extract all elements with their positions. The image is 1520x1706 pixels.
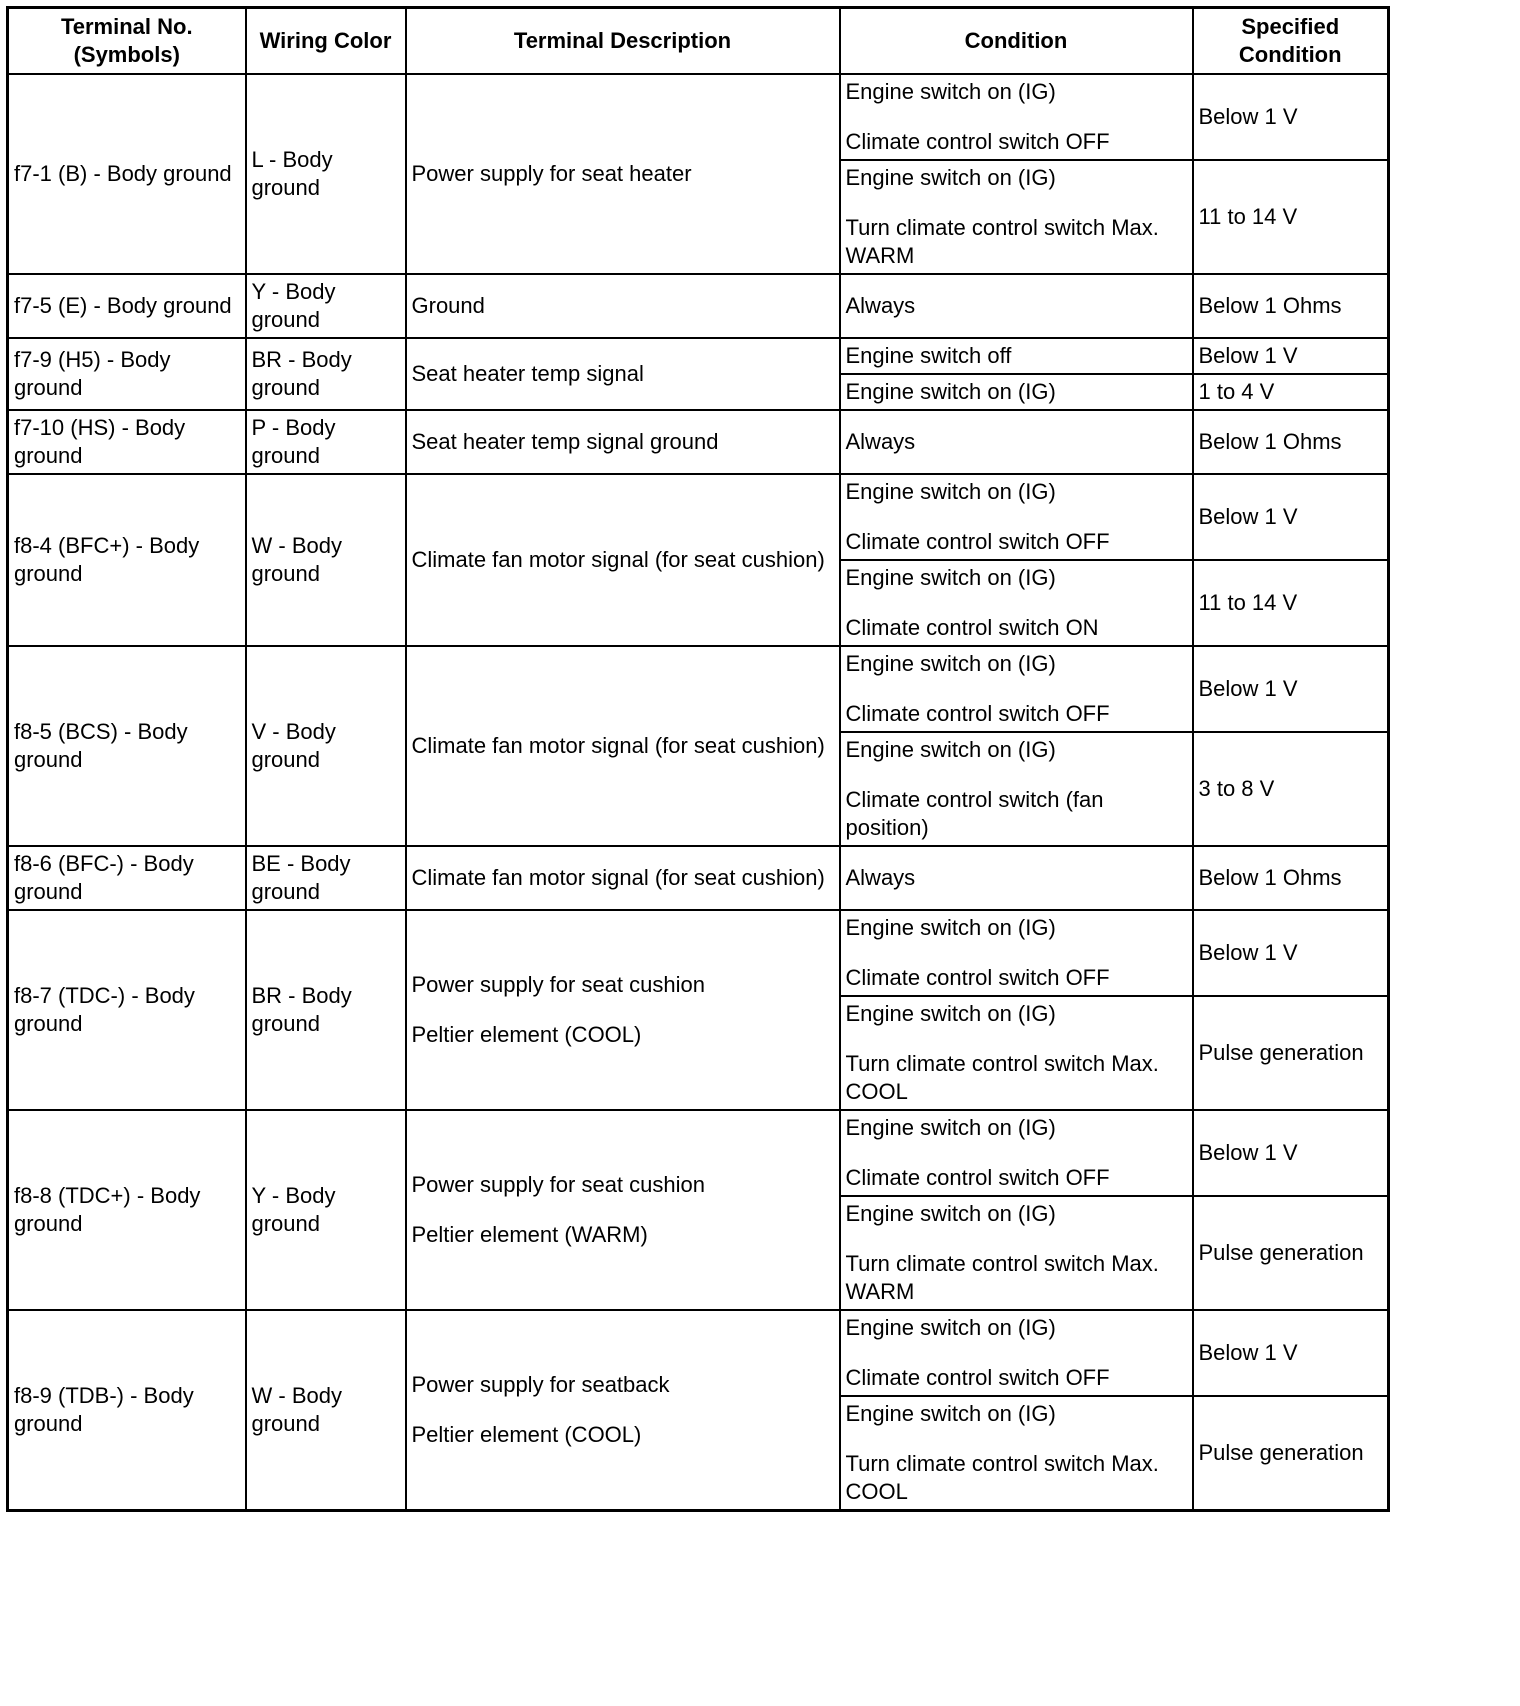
condition-line: Climate control switch OFF [845, 701, 1110, 726]
condition-cell [840, 338, 1193, 374]
condition-line: Engine switch on (IG) [845, 651, 1056, 676]
description-cell [406, 410, 840, 474]
wiring-color-cell: L - Body ground [246, 74, 406, 274]
condition-line: Engine switch on (IG) [845, 479, 1056, 504]
terminal-cell: f7-5 (E) - Body ground [8, 274, 246, 338]
table-row [8, 1110, 1389, 1196]
description-cell [406, 338, 840, 410]
specified-condition-cell: 1 to 4 V [1193, 374, 1389, 410]
wiring-color-cell: V - Body ground [246, 646, 406, 846]
specified-condition-cell: Pulse generation [1193, 1196, 1389, 1310]
specified-condition-cell: Below 1 Ohms [1193, 846, 1389, 910]
condition-line: Engine switch on (IG) [845, 379, 1056, 404]
description-line: Power supply for seat cushion [411, 1172, 705, 1197]
terminal-cell: f8-7 (TDC-) - Body ground [8, 910, 246, 1110]
table-row [8, 910, 1389, 996]
condition-line: Engine switch off [845, 343, 1012, 368]
description-line: Peltier element (COOL) [411, 1422, 642, 1447]
terminal-spec-table [6, 6, 1390, 1512]
table-row [8, 410, 1389, 474]
condition-cell [840, 410, 1193, 474]
condition-line: Engine switch on (IG) [845, 1201, 1056, 1226]
condition-line: Engine switch on (IG) [845, 1401, 1056, 1426]
terminal-cell: f8-8 (TDC+) - Body ground [8, 1110, 246, 1310]
wiring-color-cell: BR - Body ground [246, 338, 406, 410]
header-terminal: Terminal No. (Symbols) [8, 8, 246, 75]
description-line: Peltier element (WARM) [411, 1222, 648, 1247]
condition-line: Turn climate control switch Max. WARM [845, 1251, 1159, 1304]
condition-line: Engine switch on (IG) [845, 737, 1056, 762]
description-line: Power supply for seat heater [411, 161, 692, 186]
terminal-cell: f8-9 (TDB-) - Body ground [8, 1310, 246, 1511]
terminal-cell: f7-10 (HS) - Body ground [8, 410, 246, 474]
description-cell [406, 1110, 840, 1310]
description-cell [406, 646, 840, 846]
specified-condition-cell: Below 1 V [1193, 74, 1389, 160]
condition-cell [840, 1196, 1193, 1310]
specified-condition-cell: 11 to 14 V [1193, 160, 1389, 274]
condition-cell [840, 732, 1193, 846]
condition-cell [840, 996, 1193, 1110]
condition-line: Engine switch on (IG) [845, 1001, 1056, 1026]
header-condition: Condition [840, 8, 1193, 75]
specified-condition-cell: Below 1 V [1193, 1310, 1389, 1396]
description-cell [406, 846, 840, 910]
description-line: Peltier element (COOL) [411, 1022, 642, 1047]
condition-line: Always [845, 429, 916, 454]
condition-line: Climate control switch OFF [845, 1165, 1110, 1190]
condition-cell [840, 1310, 1193, 1396]
condition-line: Turn climate control switch Max. COOL [845, 1451, 1159, 1504]
condition-line: Climate control switch (fan position) [845, 787, 1104, 840]
condition-line: Engine switch on (IG) [845, 1315, 1056, 1340]
table-row [8, 74, 1389, 160]
description-line: Seat heater temp signal [411, 361, 644, 386]
condition-line: Always [845, 865, 916, 890]
specified-condition-cell: Below 1 V [1193, 1110, 1389, 1196]
table-row [8, 646, 1389, 732]
specified-condition-cell: 3 to 8 V [1193, 732, 1389, 846]
condition-line: Engine switch on (IG) [845, 915, 1056, 940]
header-wiring-color: Wiring Color [246, 8, 406, 75]
description-line: Seat heater temp signal ground [411, 429, 719, 454]
specified-condition-cell: 11 to 14 V [1193, 560, 1389, 646]
condition-cell [840, 1110, 1193, 1196]
description-line: Power supply for seat cushion [411, 972, 705, 997]
specified-condition-cell: Below 1 V [1193, 338, 1389, 374]
condition-cell [840, 910, 1193, 996]
wiring-color-cell: W - Body ground [246, 474, 406, 646]
table-row [8, 274, 1389, 338]
condition-cell [840, 846, 1193, 910]
condition-line: Engine switch on (IG) [845, 165, 1056, 190]
specified-condition-cell: Below 1 V [1193, 910, 1389, 996]
condition-line: Climate control switch OFF [845, 1365, 1110, 1390]
condition-line: Engine switch on (IG) [845, 79, 1056, 104]
condition-cell [840, 646, 1193, 732]
condition-cell [840, 274, 1193, 338]
specified-condition-cell: Below 1 V [1193, 646, 1389, 732]
condition-cell [840, 74, 1193, 160]
description-line: Ground [411, 293, 485, 318]
description-line: Climate fan motor signal (for seat cushion) [411, 733, 825, 758]
condition-cell [840, 374, 1193, 410]
specified-condition-cell: Below 1 V [1193, 474, 1389, 560]
wiring-color-cell: BR - Body ground [246, 910, 406, 1110]
condition-line: Always [845, 293, 916, 318]
table-row [8, 474, 1389, 560]
condition-cell [840, 160, 1193, 274]
wiring-color-cell: Y - Body ground [246, 274, 406, 338]
specified-condition-cell: Pulse generation [1193, 1396, 1389, 1511]
terminal-spec-sheet [6, 6, 1387, 1512]
terminal-cell: f7-1 (B) - Body ground [8, 74, 246, 274]
header-row [8, 8, 1389, 75]
description-line: Power supply for seatback [411, 1372, 670, 1397]
wiring-color-cell: W - Body ground [246, 1310, 406, 1511]
condition-cell [840, 560, 1193, 646]
terminal-cell: f8-4 (BFC+) - Body ground [8, 474, 246, 646]
terminal-cell: f8-5 (BCS) - Body ground [8, 646, 246, 846]
description-line: Climate fan motor signal (for seat cushion) [411, 547, 825, 572]
description-cell [406, 1310, 840, 1511]
description-cell [406, 474, 840, 646]
table-row [8, 846, 1389, 910]
table-row [8, 338, 1389, 374]
condition-line: Climate control switch OFF [845, 529, 1110, 554]
terminal-cell: f7-9 (H5) - Body ground [8, 338, 246, 410]
header-specified-condition: Specified Condition [1193, 8, 1389, 75]
description-cell [406, 74, 840, 274]
condition-line: Turn climate control switch Max. WARM [845, 215, 1159, 268]
description-cell [406, 910, 840, 1110]
specified-condition-cell: Below 1 Ohms [1193, 410, 1389, 474]
header-terminal-description: Terminal Description [406, 8, 840, 75]
condition-line: Engine switch on (IG) [845, 1115, 1056, 1140]
specified-condition-cell: Below 1 Ohms [1193, 274, 1389, 338]
condition-line: Turn climate control switch Max. COOL [845, 1051, 1159, 1104]
condition-cell [840, 474, 1193, 560]
condition-cell [840, 1396, 1193, 1511]
condition-line: Climate control switch OFF [845, 965, 1110, 990]
condition-line: Climate control switch ON [845, 615, 1099, 640]
wiring-color-cell: Y - Body ground [246, 1110, 406, 1310]
condition-line: Engine switch on (IG) [845, 565, 1056, 590]
condition-line: Climate control switch OFF [845, 129, 1110, 154]
description-line: Climate fan motor signal (for seat cushion) [411, 865, 825, 890]
specified-condition-cell: Pulse generation [1193, 996, 1389, 1110]
table-row [8, 1310, 1389, 1396]
table-body [8, 74, 1389, 1511]
wiring-color-cell: P - Body ground [246, 410, 406, 474]
terminal-cell: f8-6 (BFC-) - Body ground [8, 846, 246, 910]
wiring-color-cell: BE - Body ground [246, 846, 406, 910]
description-cell [406, 274, 840, 338]
